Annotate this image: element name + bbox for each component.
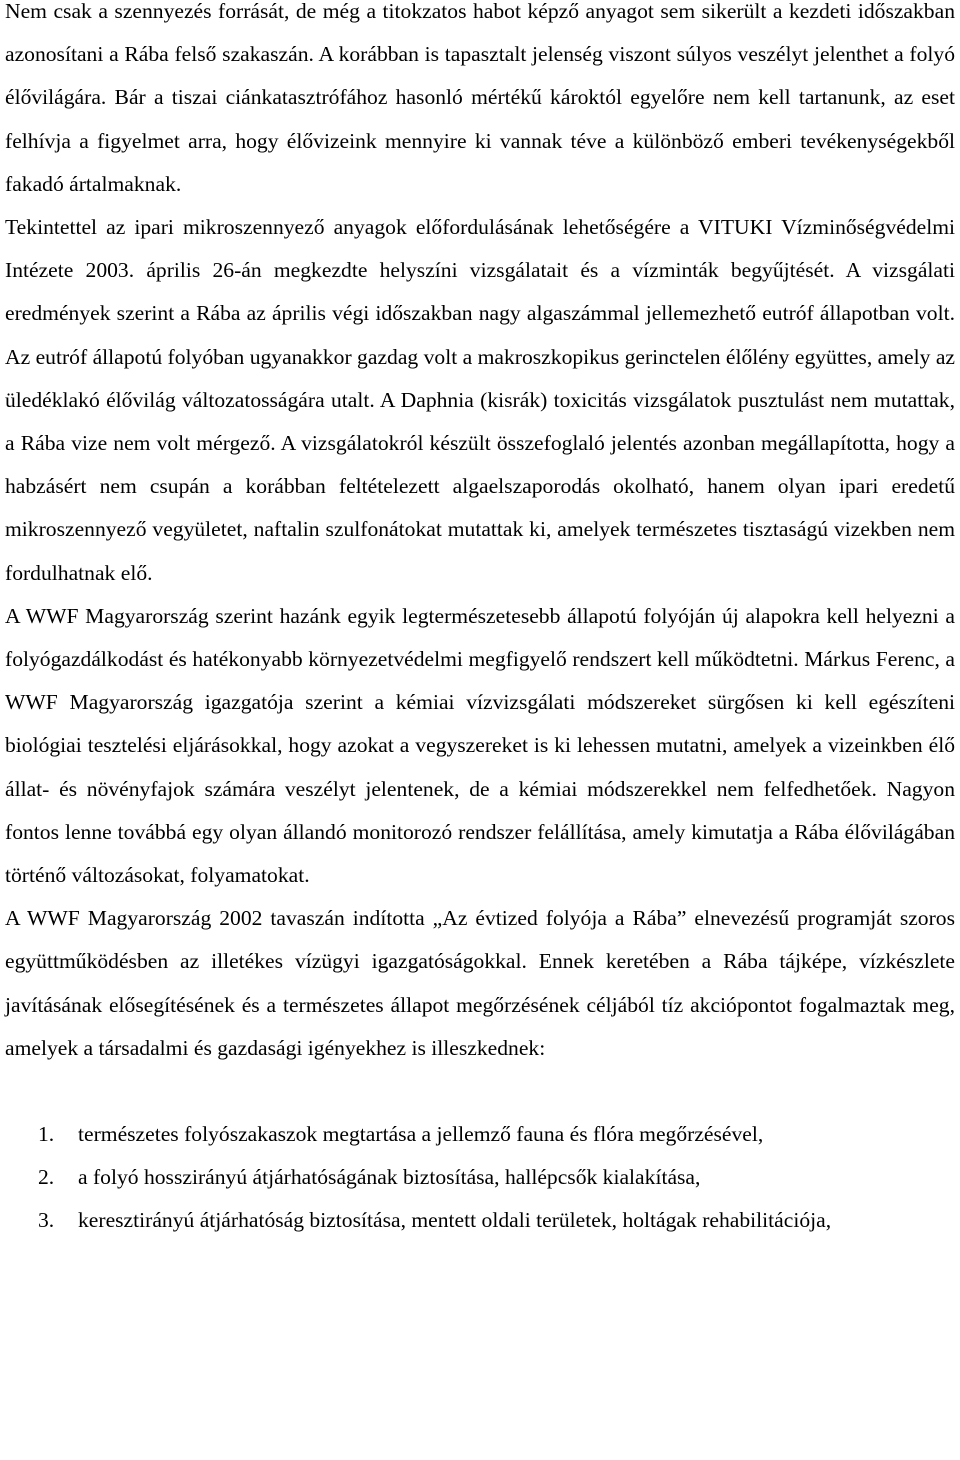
list-item-number: 2. [38, 1165, 55, 1190]
list-item [5, 1156, 955, 1199]
paragraph-wwf-program: A WWF Magyarország 2002 tavaszán indította „Az évtized folyója a Rába” elnevezésű programját szoros együttműködésben az illetékes vízügyi igazgatóságokkal. Ennek keretében a Rába tájképe, vízkészlete javításának elősegítésének és a természetes állapot megőrzésének céljából tíz akciópontot fogalmaztak meg, amelyek a társadalmi és gazdasági igényekhez is illeszkednek: [5, 906, 955, 1060]
list-item-text: a folyó hosszirányú átjárhatóságának biztosítása, hallépcsők kialakítása, [78, 1165, 701, 1190]
paragraph-vituki-investigation: Tekintettel az ipari mikroszennyező anyagok előfordulásának lehetőségére a VITUKI Vízminőségvédelmi Intézete 2003. április 26-án megkezdte helyszíni vizsgálatait és a vízminták begyűjtését. A vizsgálati eredmények szerint a Rába az április végi időszakban nagy algaszámmal jellemezhető eutróf állapotban volt. Az eutróf állapotú folyóban ugyanakkor gazdag volt a makroszkopikus gerinctelen élőlény együttes, amely az üledéklakó élővilág változatosságára utalt. A Daphnia (kisrák) toxicitás vizsgálatok pusztulást nem mutattak, a Rába vize nem volt mérgező. A vizsgálatokról készült összefoglaló jelentés azonban megállapította, hogy a habzásért nem csupán a korábban feltételezett algaelszaporodás okolható, hanem olyan ipari eredetű mikroszennyező vegyületet, naftalin szulfonátokat mutattak ki, amelyek természetes tisztaságú vizekben nem fordulhatnak elő. [5, 215, 955, 585]
list-item-text: keresztirányú átjárhatóság biztosítása, mentett oldali területek, holtágak rehabilitációja, [78, 1208, 832, 1233]
paragraph-gap [5, 1070, 955, 1113]
list-item [5, 1113, 955, 1156]
list-item-number: 1. [38, 1122, 55, 1147]
paragraph-wwf-monitoring: A WWF Magyarország szerint hazánk egyik legtermészetesebb állapotú folyóján új alapokra kell helyezni a folyógazdálkodást és hatékonyabb környezetvédelmi megfigyelő rendszert kell működtetni. Márkus Ferenc, a WWF Magyarország igazgatója szerint a kémiai vízvizsgálati módszereket sürgősen ki kell egészíteni biológiai tesztelési eljárásokkal, hogy azokat a vegyszereket is ki lehessen mutatni, amelyek a vizeinkben élő állat- és növényfajok számára veszélyt jelentenek, de a kémiai módszerekkel nem felfedhetőek. Nagyon fontos lenne továbbá egy olyan állandó monitorozó rendszer felállítása, amely kimutatja a Rába élővilágában történő változásokat, folyamatokat. [5, 603, 955, 888]
list-item-number: 3. [38, 1208, 55, 1233]
action-point-list [5, 1113, 955, 1243]
list-item-text: természetes folyószakaszok megtartása a jellemző fauna és flóra megőrzésével, [78, 1122, 764, 1147]
paragraph-pollution-intro: Nem csak a szennyezés forrását, de még a titokzatos habot képző anyagot sem sikerült a kezdeti időszakban azonosítani a Rába felső szakaszán. A korábban is tapasztalt jelenség viszont súlyos veszélyt jelenthet a folyó élővilágára. Bár a tiszai ciánkatasztrófához hasonló mértékű károktól egyelőre nem kell tartanunk, az eset felhívja a figyelmet arra, hogy élővizeink mennyire ki vannak téve a különböző emberi tevékenységekből fakadó ártalmaknak. [5, 0, 955, 196]
list-item [5, 1199, 955, 1242]
